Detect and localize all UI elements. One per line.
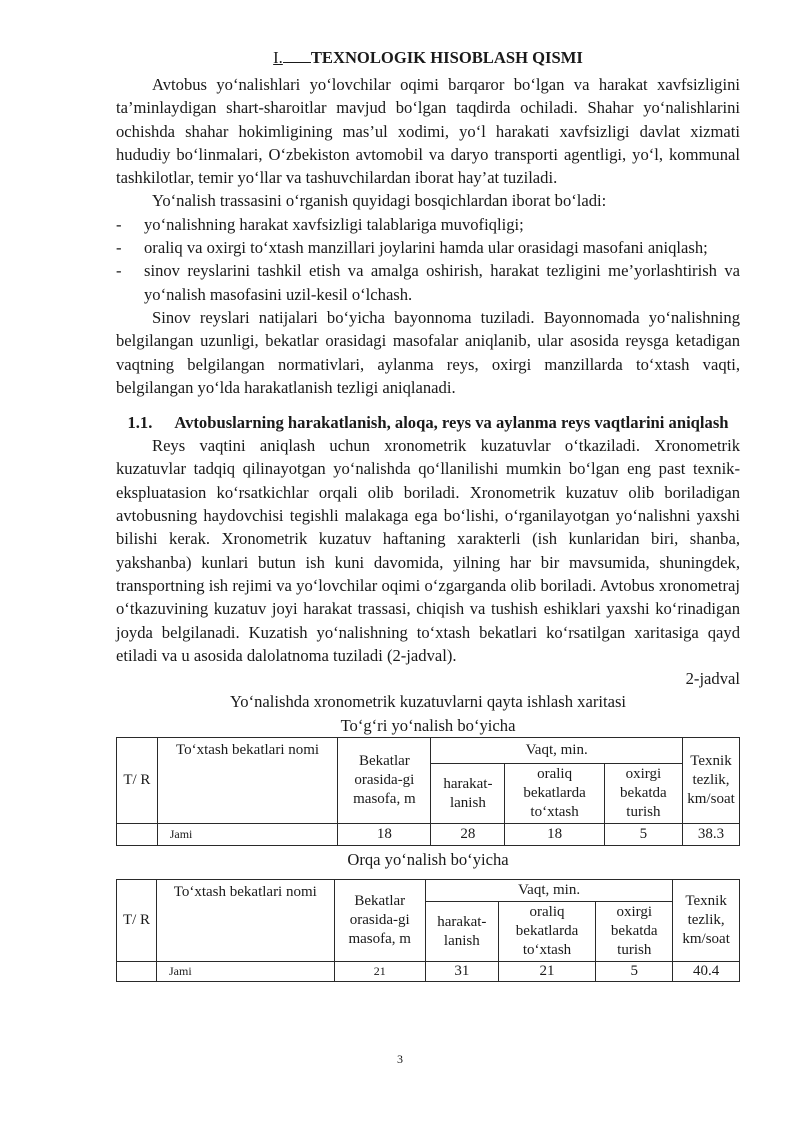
list-dash: - [116, 238, 122, 258]
list-item [116, 259, 740, 306]
header-time: Vaqt, min. [425, 880, 672, 902]
header-distance: Bekatlar orasida-gi masofa, m [338, 738, 431, 824]
paragraph-protocol: Sinov reyslari natijalari bo‘yicha bayonnoma tuziladi. Bayonnomada yo‘nalishning belgilangan uzunligi, bekatlar orasidagi masofalar aniqlanib, ular asosida reysga ketadigan vaqtning belgilangan normativlari, aylanma reys, oxirgi manzillarda to‘xtash vaqti, belgilangan yo‘lda harakatlanish tezligi aniqlanadi. [116, 307, 740, 397]
cell-total-label: Jami [157, 824, 338, 846]
page-number: 3 [397, 1052, 403, 1066]
list-dash: - [116, 261, 122, 281]
table-forward-subtitle: To‘g‘ri yo‘nalish bo‘yicha [340, 715, 516, 735]
list-item-text: sinov reyslarini tashkil etish va amalga oshirish, harakat tezligini me’yorlashtirish va yo‘nalish masofasini uzil-kesil o‘lchash. [144, 261, 740, 304]
list-item-text: yo‘nalishning harakat xavfsizligi talablariga muvofiqligi; [144, 214, 524, 234]
page-content [116, 46, 740, 982]
cell-tr [117, 824, 158, 846]
header-time: Vaqt, min. [431, 738, 683, 764]
cell-intermediate: 18 [505, 824, 604, 846]
cell-moving: 28 [431, 824, 505, 846]
header-stop-name: To‘xtash bekatlari nomi [157, 738, 338, 824]
header-tr: T/ R [117, 880, 157, 962]
header-moving: harakat-lanish [431, 764, 505, 824]
table-row [117, 824, 740, 846]
cell-distance: 21 [334, 962, 425, 982]
header-intermediate-stop: oraliq bekatlarda to‘xtash [498, 902, 596, 962]
header-stop-name: To‘xtash bekatlari nomi [157, 880, 335, 962]
section-number: 1.1. [127, 413, 153, 433]
table-caption: Yo‘nalishda xronometrik kuzatuvlarni qayta ishlash xaritasi [229, 692, 627, 712]
header-moving: harakat-lanish [425, 902, 498, 962]
section-title: Avtobuslarning harakatlanish, aloqa, reys va aylanma reys vaqtlarini aniqlash [174, 413, 729, 433]
header-intermediate-stop: oraliq bekatlarda to‘xtash [505, 764, 604, 824]
header-terminal-stop: oxirgi bekatda turish [604, 764, 682, 824]
header-terminal-stop: oxirgi bekatda turish [596, 902, 673, 962]
chapter-heading [116, 46, 740, 69]
heading-underline-gap [283, 48, 311, 63]
cell-terminal: 5 [596, 962, 673, 982]
header-tr: T/ R [117, 738, 158, 824]
table-forward [116, 737, 740, 846]
header-speed: Texnik tezlik, km/soat [683, 738, 740, 824]
list-dash: - [116, 214, 122, 234]
cell-speed: 38.3 [683, 824, 740, 846]
cell-intermediate: 21 [498, 962, 596, 982]
paragraph-intro: Avtobus yo‘nalishlari yo‘lovchilar oqimi barqaror bo‘lgan va harakat xavfsizligini ta’minlaydigan shart-sharoitlar mavjud bo‘lgan taqdirda ochiladi. Shahar yo‘nalishlarini ochishda shahar hokimligining mas’ul xodimi, yo‘l harakati xavfsizligi davlat xizmati hududiy bo‘linmalari, O‘zbekiston avtomobil va daryo transporti agentligi, yo‘l, kommunal tashkilotlar, temir yo‘llar va tashuvchilardan iborat hay’at tuziladi. [116, 75, 740, 188]
cell-terminal: 5 [604, 824, 682, 846]
cell-speed: 40.4 [673, 962, 740, 982]
cell-total-label: Jami [157, 962, 335, 982]
table-row [117, 962, 740, 982]
list-item-text: oraliq va oxirgi to‘xtash manzillari joylarini hamda ular orasidagi masofani aniqlash; [144, 238, 708, 258]
chapter-title: TEXNOLOGIK HISOBLASH QISMI [310, 48, 583, 67]
cell-distance: 18 [338, 824, 431, 846]
cell-moving: 31 [425, 962, 498, 982]
table-label: 2-jadval [685, 669, 740, 689]
section-heading [116, 411, 740, 434]
chapter-number: I. [273, 48, 283, 67]
cell-tr [117, 962, 157, 982]
header-distance: Bekatlar orasida-gi masofa, m [334, 880, 425, 962]
list-item [116, 213, 740, 236]
paragraph-stages: Yo‘nalish trassasini o‘rganish quyidagi bosqichlardan iborat bo‘ladi: [152, 191, 607, 211]
table-back-subtitle: Orqa yo‘nalish bo‘yicha [347, 850, 509, 870]
paragraph-chronometry: Reys vaqtini aniqlash uchun xronometrik kuzatuvlar o‘tkaziladi. Xronometrik kuzatuvlar tadqiq qilinayotgan yo‘nalishda qo‘llanilishi mumkin bo‘lgan eng past texnik-ekspluatasion ko‘rsatkichlar orqali olib boriladi. Xronometrik kuzatuv olib boriladigan avtobusning haydovchisi tegishli malakaga ega bo‘lishi, o‘rganilayotgan yo‘nalishni yaxshi bilishi kerak. Xronometrik kuzatuv haftaning xarakterli (ish kunlaridan biri, shanba, yakshanba) kunlari butun ish kuni davomida, yilning har bir mavsumida, shuningdek, transportning ish rejimi va yo‘lovchilar oqimi o‘zgarganda olib boriladi. Avtobus xronometraj o‘tkazuvining kuzatuv joyi harakat trassasi, chiqish va tushish eshiklari yaxshi ko‘rinadigan joyda belgilanadi. Kuzatish yo‘nalishning to‘xtash bekatlari ko‘rsatilgan xaritasiga qayd etiladi va u asosida dalolatnoma tuziladi (2-jadval). [116, 436, 740, 665]
header-speed: Texnik tezlik, km/soat [673, 880, 740, 962]
table-back [116, 879, 740, 982]
list-item [116, 236, 740, 259]
